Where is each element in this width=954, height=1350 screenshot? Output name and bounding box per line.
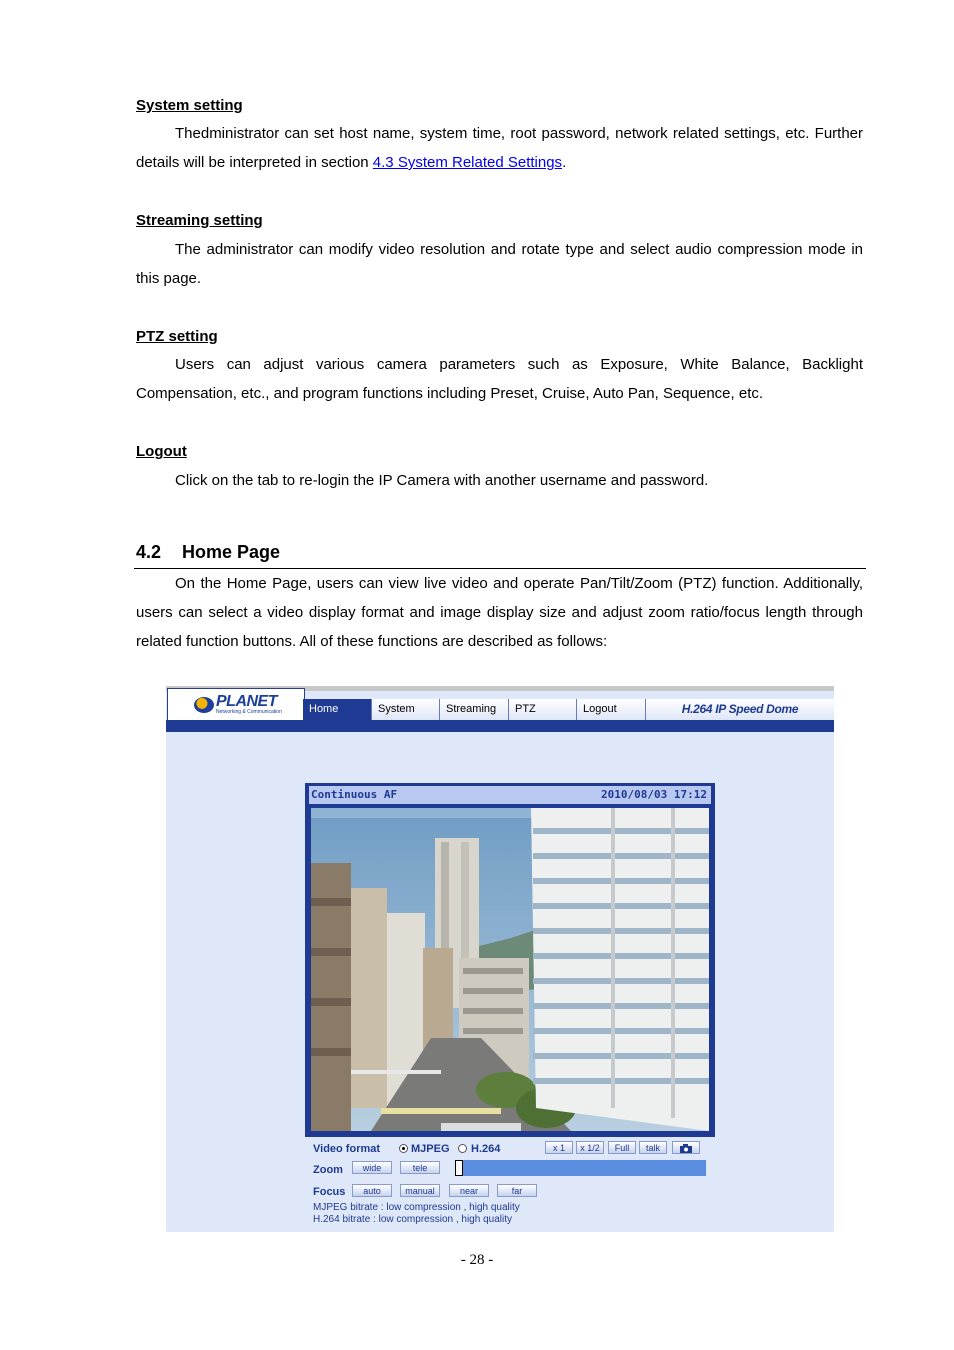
section-number: 4.2 (136, 542, 162, 562)
streaming-setting-paragraph: The administrator can modify video resolution and rotate type and select audio compression mode in this page. (136, 241, 863, 287)
system-settings-link[interactable]: 4.3 System Related Settings (372, 154, 563, 171)
logo-subtitle: Networking & Communication (216, 709, 282, 715)
section-title (136, 542, 280, 563)
focus-manual-button[interactable]: manual (400, 1184, 440, 1197)
focus-label: Focus (313, 1186, 346, 1198)
home-page-screenshot (166, 686, 834, 1232)
header-bar (166, 720, 834, 732)
mjpeg-bitrate-text: MJPEG bitrate : low compression , high quality (313, 1202, 520, 1213)
ptz-setting-paragraph: Users can adjust various camera parameters such as Exposure, White Balance, Backlight Compensation, etc., and program functions including Preset, Cruise, Auto Pan, Sequence, etc. (136, 356, 863, 402)
zoom-slider-track[interactable] (463, 1160, 706, 1176)
zoom-slider-thumb[interactable] (455, 1160, 463, 1176)
city-street-image (311, 808, 709, 1131)
size-half-button[interactable]: x 1/2 (576, 1141, 604, 1154)
page-number: - 28 - (460, 1252, 494, 1268)
focus-far-button[interactable]: far (497, 1184, 537, 1197)
zoom-wide-button[interactable]: wide (352, 1161, 392, 1174)
product-title: H.264 IP Speed Dome (646, 699, 834, 720)
tab-ptz[interactable]: PTZ (509, 699, 577, 720)
section-title-text: Home Page (182, 542, 281, 562)
video-header (309, 786, 711, 804)
talk-button[interactable]: talk (639, 1141, 667, 1154)
video-frame (305, 783, 715, 1137)
streaming-setting-heading: Streaming setting (136, 212, 263, 229)
home-page-paragraph: On the Home Page, users can view live video and operate Pan/Tilt/Zoom (PTZ) function. Additionally, users can select a video display format and image display size and adjust zoom ratio/focus length through related function buttons. All of these functions are described as follows: (136, 575, 863, 650)
mjpeg-radio[interactable] (399, 1144, 408, 1153)
live-video[interactable] (311, 808, 709, 1131)
ptz-setting-heading: PTZ setting (136, 328, 218, 345)
logout-heading: Logout (136, 443, 187, 460)
h264-bitrate-text: H.264 bitrate : low compression , high quality (313, 1214, 512, 1225)
planet-logo-icon (194, 697, 214, 713)
size-x1-button[interactable]: x 1 (545, 1141, 573, 1154)
h264-radio[interactable] (458, 1144, 467, 1153)
zoom-tele-button[interactable]: tele (400, 1161, 440, 1174)
timestamp: 2010/08/03 17:12 (601, 788, 707, 801)
video-format-label: Video format (313, 1143, 381, 1155)
camera-icon (680, 1144, 692, 1153)
h264-label: H.264 (471, 1143, 501, 1155)
tab-home[interactable]: Home (303, 699, 372, 720)
planet-logo (167, 688, 305, 722)
fullscreen-button[interactable]: Full (608, 1141, 636, 1154)
focus-near-button[interactable]: near (449, 1184, 489, 1197)
system-setting-heading: System setting (136, 97, 243, 114)
zoom-label: Zoom (313, 1164, 343, 1176)
tab-system[interactable]: System (372, 699, 440, 720)
tab-streaming[interactable]: Streaming (440, 699, 509, 720)
logo-text: PLANET (216, 693, 277, 710)
logout-paragraph: Click on the tab to re-login the IP Camera with another username and password. (175, 472, 709, 489)
tab-logout[interactable]: Logout (577, 699, 646, 720)
mjpeg-label: MJPEG (411, 1143, 450, 1155)
snapshot-button[interactable] (672, 1141, 700, 1154)
system-setting-paragraph: Thedministrator can set host name, system time, root password, network related settings, etc. Further details will be interpreted in section 4.3 System Related Settings. (136, 125, 863, 171)
focus-mode-text: Continuous AF (311, 788, 398, 801)
focus-auto-button[interactable]: auto (352, 1184, 392, 1197)
